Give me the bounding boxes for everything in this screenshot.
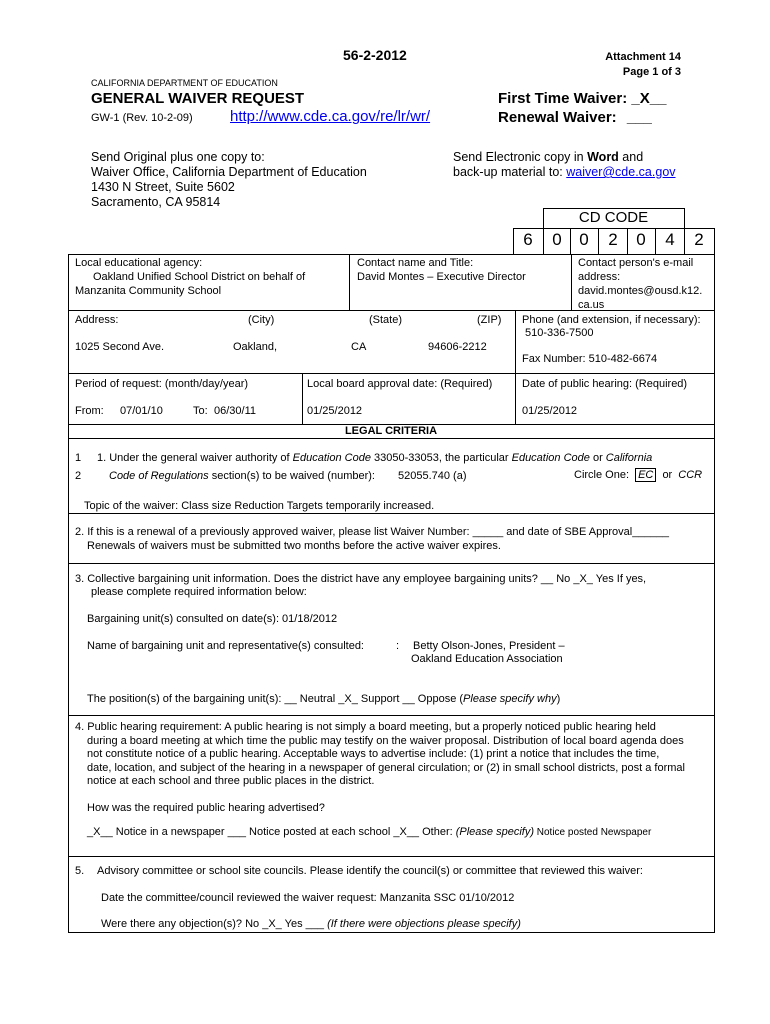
circle-or: or [662,469,673,481]
renewal-label: Renewal Waiver: [498,109,617,126]
cd-code-digit: 0 [636,230,646,249]
legal-line-2 [109,470,375,482]
contact-cell [357,256,526,284]
renewal-question: 2. If this is a renewal of a previously approved waiver, please list Waiver Number: _____ and date of SBE Approval______ [75,526,669,538]
legal-number-2: 2 [75,470,82,482]
mailing-line: 1430 N Street, Suite 5602 [91,180,235,194]
legal-code-ref: Education Code [511,452,590,464]
position-text-end: ) [556,693,561,705]
renewal-note: Renewals of waivers must be submitted two months before the active waiver expires. [87,540,501,552]
position-specify: Please specify why [463,693,557,705]
waiver-url-link[interactable]: http://www.cde.ca.gov/re/lr/wr/ [230,108,431,125]
answer-other-value: Notice posted Newspaper [534,827,652,838]
bargaining-colon: : [396,640,400,652]
mailing-line: Sacramento, CA 95814 [91,195,221,209]
form-title: GENERAL WAIVER REQUEST [91,90,305,107]
section-number: 52055.740 (a) [398,470,467,482]
ccr-option[interactable]: CCR [678,469,703,481]
first-time-label: First Time Waiver: [498,90,628,107]
position-text: The position(s) of the bargaining unit(s): __ Neutral _X_ Support __ Oppose ( [87,693,464,705]
zip-value: 94606-2212 [428,341,487,353]
backup-label: back-up material to: [453,165,567,179]
q5-number: 5. [75,865,85,877]
period-label: Period of request: (month/day/year) [75,378,249,390]
legal-code-ref: Code of Regulations [109,470,209,482]
city-value: Oakland, [233,341,278,353]
page-number: Page 1 of 3 [622,66,681,78]
phone-label: Phone (and extension, if necessary): [522,314,701,326]
mailing-line: Waiver Office, California Department of Education [91,165,367,179]
hearing-advertised-answer [87,826,651,838]
mailing-address [91,150,367,210]
bargaining-rep-line1: Betty Olson-Jones, President – [413,640,565,652]
agency-name-line2: Manzanita Community School [75,285,222,297]
contact-label: Contact name and Title: [357,257,474,269]
mailing-line: Send Original plus one copy to: [91,150,265,164]
waiver-topic: Topic of the waiver: Class size Reduction Targets temporarily increased. [84,500,435,512]
email-cell [578,256,702,312]
objections-specify: (If there were objections please specify) [327,918,521,930]
bargaining-position [87,693,560,705]
city-label: (City) [248,314,275,326]
committee-review-date: Date the committee/council reviewed the waiver request: Manzanita SSC 01/10/2012 [101,892,515,904]
agency-label: Local educational agency: [75,257,203,269]
from-date: 07/01/10 [120,405,163,417]
renewal-waiver [498,109,652,126]
bargaining-rep-line2: Oakland Education Association [411,653,563,665]
electronic-word: Word [587,150,619,164]
bargaining-unit-label: Name of bargaining unit and representative(s) consulted: [87,640,364,652]
bargaining-question: 3. Collective bargaining unit information. Does the district have any employee bargaining units? __ No _X_ Yes If yes, [75,573,647,585]
circle-one [574,469,702,481]
document-number: 56-2-2012 [343,47,407,63]
hearing-date: 01/25/2012 [522,405,578,417]
hearing-text-line: date, location, and subject of the hearing in a newspaper of general circulation; or (2) in small school districts, post a formal [87,761,685,774]
state-label: (State) [369,314,403,326]
objections-line [101,918,521,930]
first-time-value: _X__ [631,90,667,107]
cd-code-digit: 2 [694,230,704,249]
circle-one-label: Circle One: [574,469,630,481]
legal-number-1: 1 [75,452,82,464]
answer-specify: (Please specify) [455,826,534,838]
from-label: From: [75,405,104,417]
email-label: Contact person's e-mail [578,257,694,269]
legal-text: section(s) to be waived (number): [208,470,375,482]
legal-code-ref: California [605,452,653,464]
answer-text: _X__ Notice in a newspaper ___ Notice posted at each school _X__ Other: [87,826,456,838]
public-hearing-requirement [75,721,685,789]
state-value: CA [351,341,367,353]
hearing-text-line: not constitute notice of a public hearing. Acceptable ways to advertise include: (1) print a notice that includes the time, [87,748,660,760]
contact-value: David Montes – Executive Director [357,271,526,283]
department-name: CALIFORNIA DEPARTMENT OF EDUCATION [91,78,278,88]
electronic-copy-instructions [453,150,676,180]
cd-code-digit: 2 [608,230,618,249]
legal-text: 1. Under the general waiver authority of [97,452,293,464]
ec-option[interactable]: EC [635,468,656,482]
objections-text: Were there any objection(s)? No _X_ Yes ___ [101,918,328,930]
street-value: 1025 Second Ave. [75,341,165,353]
renewal-value: ___ [626,109,652,126]
email-value-cont: ca.us [578,299,605,311]
hearing-date-label: Date of public hearing: (Required) [522,378,688,390]
to-date: 06/30/11 [214,405,257,417]
phone-value: 510-336-7500 [525,327,594,339]
form-left-border [68,254,69,933]
electronic-text-end: and [618,150,644,164]
board-approval-label: Local board approval date: (Required) [307,378,493,390]
email-label-cont: address: [578,271,621,283]
hearing-advertised-question: How was the required public hearing advertised? [87,802,325,814]
cd-code-digit: 0 [552,230,562,249]
legal-code-ref: Education Code [292,452,371,464]
electronic-text: Send Electronic copy in [453,150,588,164]
first-time-waiver [498,90,666,107]
address-label: Address: [75,314,119,326]
attachment-label: Attachment 14 [605,51,681,63]
fax-value: Fax Number: 510-482-6674 [522,353,658,365]
agency-cell [75,256,305,298]
agency-name-line1: Oakland Unified School District on behalf of [93,271,306,283]
legal-text: 33050-33053, the particular [370,452,512,464]
cd-code-digit: 4 [665,230,675,249]
board-approval-date: 01/25/2012 [307,405,363,417]
legal-criteria-heading: LEGAL CRITERIA [344,425,438,437]
hearing-text-line: during a board meeting at which time the public may testify on the waiver proposal. Distribution of local board agenda does [87,734,684,747]
bargaining-question-cont: please complete required information below: [91,586,307,598]
cd-code-digit: 0 [579,230,589,249]
email-value: david.montes@ousd.k12. [578,285,703,297]
bargaining-consulted-date: Bargaining unit(s) consulted on date(s): 01/18/2012 [87,613,338,625]
legal-line-1 [97,452,652,464]
form-code: GW-1 (Rev. 10-2-09) [91,112,193,124]
advisory-committee-question: Advisory committee or school site councils. Please identify the council(s) or committee that reviewed this waiver: [97,865,643,877]
form-right-border [714,254,715,933]
waiver-email-link[interactable]: waiver@cde.ca.gov [566,165,676,179]
hearing-text-line: 4. Public hearing requirement: A public hearing is not simply a board meeting, but a properly noticed public hearing held [75,721,656,733]
hearing-text-line: notice at each school and three public places in the district. [87,775,375,787]
cd-code-label: CD CODE [578,209,649,226]
legal-text: or [589,452,606,464]
cd-code-digit: 6 [523,230,533,249]
to-label: To: [193,405,208,417]
zip-label: (ZIP) [477,314,502,326]
